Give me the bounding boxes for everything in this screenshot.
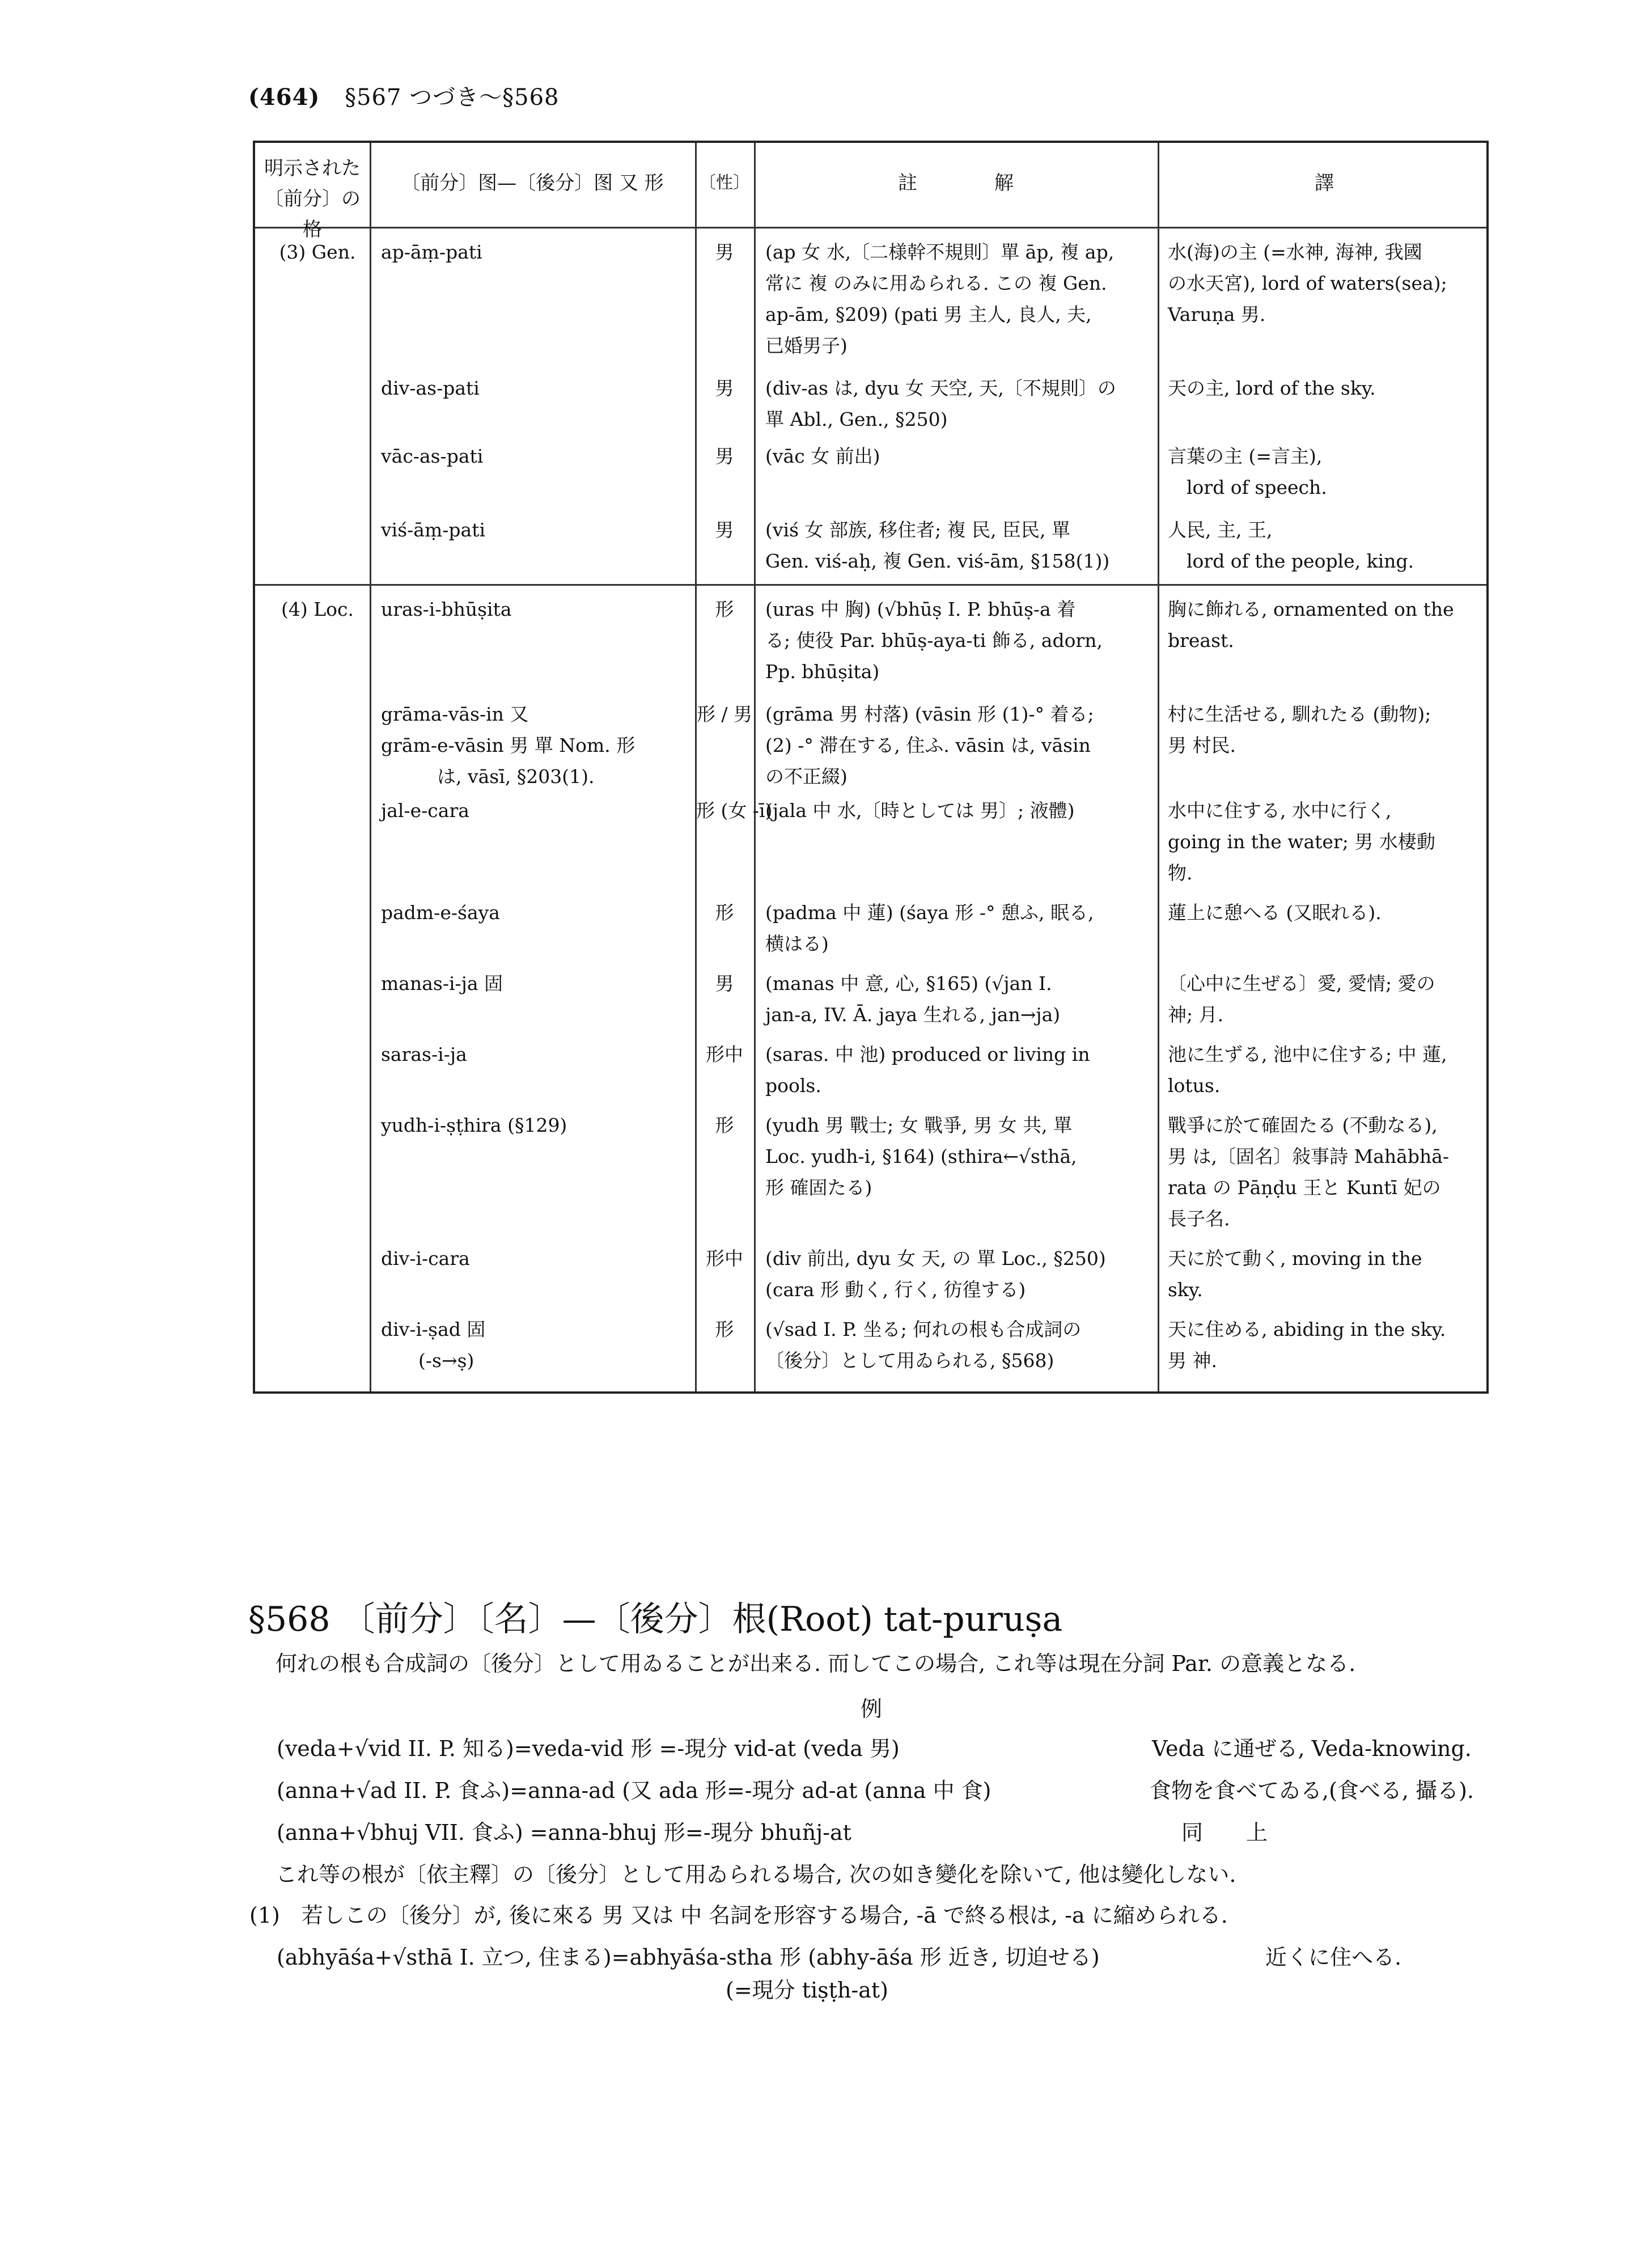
row-12-note <box>765 1314 1156 1376</box>
row-6-note-line: (jala 中 水,〔時としては 男〕; 液體) <box>765 799 1075 822</box>
row-12-trans-line: 天に住める, abiding in the sky. <box>1168 1318 1446 1340</box>
row-8-note-line: (manas 中 意, 心, §165) (√jan I. <box>765 972 1052 995</box>
row-5-note-line: の不正綴) <box>765 765 848 788</box>
row-8-note <box>765 968 1156 1030</box>
row-7-gender-line: 形 <box>715 902 734 924</box>
row-4-case <box>266 594 368 625</box>
row-4-compound <box>381 594 693 625</box>
row-3-compound <box>381 514 693 545</box>
row-0-compound-line: ap-āṃ-pati <box>381 241 482 263</box>
row-12-compound-line: (-s→ṣ) <box>381 1349 474 1372</box>
row-12-gender <box>696 1314 753 1345</box>
row-10-note-line: Loc. yudh-i, §164) (sthira←√sthā, <box>765 1145 1077 1167</box>
row-3-trans-line: lord of the people, king. <box>1168 550 1414 572</box>
row-8-compound <box>381 968 693 999</box>
row-7-note <box>765 897 1156 959</box>
row-8-gender <box>696 968 753 999</box>
row-1-trans <box>1168 373 1485 404</box>
example-2-right: 食物を食べてゐる,(食べる, 攝る). <box>1150 1778 1474 1803</box>
row-2-note <box>765 441 1156 472</box>
row-0-trans <box>1168 236 1485 330</box>
row-8-trans-line: 〔心中に生ぜる〕愛, 愛情; 愛の <box>1168 972 1435 995</box>
section-title: §568 〔前分〕〔名〕—〔後分〕根(Root) tat-puruṣa <box>248 1600 1063 1639</box>
row-1-gender <box>696 373 753 404</box>
row-2-gender <box>696 441 753 472</box>
row-9-trans-line: lotus. <box>1168 1074 1221 1097</box>
row-2-note-line: (vāc 女 前出) <box>765 445 880 467</box>
example-1-right: Veda に通ぜる, Veda-knowing. <box>1152 1736 1472 1761</box>
row-5-compound-line: grāma-vās-in 又 <box>381 703 529 725</box>
row-1-note-line: 單 Abl., Gen., §250) <box>765 408 948 430</box>
page-header-title: §567 つづき～§568 <box>345 84 560 111</box>
row-1-trans-line: 天の主, lord of the sky. <box>1168 377 1376 399</box>
example-4-left: (abhyāśa+√sthā I. 立つ, 住まる)=abhyāśa-stha 形 (abhy-āśa 形 近き, 切迫せる) <box>277 1945 1100 1970</box>
header-translation: 譯 <box>1315 172 1334 194</box>
row-2-trans <box>1168 441 1485 503</box>
row-4-note-line: (uras 中 胸) (√bhūṣ I. P. bhūṣ-a 着 <box>765 598 1076 620</box>
row-9-trans <box>1168 1039 1485 1101</box>
row-3-note-line: Gen. viś-aḥ, 複 Gen. viś-ām, §158(1)) <box>765 550 1110 572</box>
row-10-note <box>765 1110 1156 1203</box>
compound-table <box>253 141 1489 1394</box>
row-10-note-line: (yudh 男 戰士; 女 戰爭, 男 女 共, 單 <box>765 1114 1073 1136</box>
row-5-note <box>765 699 1156 792</box>
row-2-compound <box>381 441 693 472</box>
example-3-left: (anna+√bhuj VII. 食ふ) =anna-bhuj 形=-現分 bhuñj-at <box>277 1820 851 1845</box>
row-0-note-line: ap-ām, §209) (pati 男 主人, 良人, 夫, <box>765 303 1092 325</box>
row-0-trans-line: Varuṇa 男. <box>1168 303 1266 325</box>
row-9-note-line: pools. <box>765 1074 821 1097</box>
row-12-gender-line: 形 <box>715 1318 734 1340</box>
row-1-compound-line: div-as-pati <box>381 377 480 399</box>
row-1-gender-line: 男 <box>715 377 734 399</box>
row-9-gender <box>696 1039 753 1070</box>
row-0-trans-line: の水天宮), lord of waters(sea); <box>1168 272 1447 294</box>
row-1-compound <box>381 373 693 404</box>
row-7-note-line: 横はる) <box>765 933 829 955</box>
row-10-compound-line: yudh-i-ṣṭhira (§129) <box>381 1114 567 1136</box>
row-0-note <box>765 236 1156 361</box>
row-9-trans-line: 池に生ずる, 池中に住する; 中 蓮, <box>1168 1043 1447 1065</box>
row-10-compound <box>381 1110 693 1141</box>
row-4-trans <box>1168 594 1485 656</box>
row-6-trans-line: going in the water; 男 水棲動 <box>1168 831 1435 853</box>
row-2-trans-line: 言葉の主 (=言主), <box>1168 445 1323 467</box>
row-9-note <box>765 1039 1156 1101</box>
example-1-left: (veda+√vid II. P. 知る)=veda-vid 形 =-現分 vid-at (veda 男) <box>277 1736 900 1761</box>
example-label: 例 <box>861 1696 883 1721</box>
row-7-trans-line: 蓮上に憩へる (又眠れる). <box>1168 902 1382 924</box>
example-2-left: (anna+√ad II. P. 食ふ)=anna-ad (又 ada 形=-現分 ad-at (anna 中 食) <box>277 1778 992 1803</box>
row-10-trans-line: 長子名. <box>1168 1208 1230 1230</box>
row-4-note <box>765 594 1156 687</box>
row-4-case-line: (4) Loc. <box>281 598 354 620</box>
row-5-gender <box>696 699 753 730</box>
section-intro: 何れの根も合成詞の〔後分〕として用ゐることが出来る. 而してこの場合, これ等は現在分詞 Par. の意義となる. <box>276 1651 1356 1676</box>
row-9-gender-line: 形中 <box>706 1043 743 1065</box>
row-12-compound <box>381 1314 693 1376</box>
row-10-note-line: 形 確固たる) <box>765 1177 872 1199</box>
header-compound: 〔前分〕图—〔後分〕图 又 形 <box>401 172 664 194</box>
rule-item-1: (1) 若しこの〔後分〕が, 後に來る 男 又は 中 名詞を形容する場合, -ā で終る根は, -a に縮められる. <box>249 1903 1228 1928</box>
row-5-trans <box>1168 699 1485 761</box>
row-11-note-line: (div 前出, dyu 女 天, の 單 Loc., §250) <box>765 1247 1106 1270</box>
row-8-note-line: jan-a, IV. Ā. jaya 生れる, jan→ja) <box>765 1004 1061 1026</box>
row-4-trans-line: breast. <box>1168 629 1234 651</box>
row-6-gender-line: 形 (女 -ī) <box>696 799 773 822</box>
row-10-gender-line: 形 <box>715 1114 734 1136</box>
row-4-trans-line: 胸に飾れる, ornamented on the <box>1168 598 1454 620</box>
row-7-compound-line: padm-e-śaya <box>381 902 500 924</box>
row-4-gender-line: 形 <box>715 598 734 620</box>
row-5-trans-line: 村に生活せる, 馴れたる (動物); <box>1168 703 1431 725</box>
row-11-trans-line: sky. <box>1168 1279 1203 1301</box>
row-12-note-line: 〔後分〕として用ゐられる, §568) <box>765 1349 1054 1372</box>
row-11-trans <box>1168 1243 1485 1305</box>
row-0-note-line: 已婚男子) <box>765 335 848 357</box>
row-0-case-line: (3) Gen. <box>279 241 356 263</box>
row-10-trans-line: 戰爭に於て確固たる (不動なる), <box>1168 1114 1438 1136</box>
row-9-compound <box>381 1039 693 1070</box>
row-1-note <box>765 373 1156 435</box>
row-11-compound <box>381 1243 693 1274</box>
row-7-gender <box>696 897 753 928</box>
row-12-trans <box>1168 1314 1485 1376</box>
row-6-note <box>765 795 1156 826</box>
row-4-note-line: る; 使役 Par. bhūṣ-aya-ti 飾る, adorn, <box>765 629 1103 651</box>
row-0-compound <box>381 236 693 268</box>
row-2-trans-line: lord of speech. <box>1168 476 1327 498</box>
row-5-compound <box>381 699 693 792</box>
row-3-gender-line: 男 <box>715 519 734 541</box>
header-gender: 〔性〕 <box>699 173 750 193</box>
row-6-trans-line: 物. <box>1168 862 1193 884</box>
row-7-compound <box>381 897 693 928</box>
example-3-right: 同 上 <box>1181 1820 1268 1845</box>
row-11-gender-line: 形中 <box>706 1247 743 1270</box>
header-case: 明示された 〔前分〕の格 <box>264 157 361 241</box>
row-0-gender <box>696 236 753 268</box>
row-0-gender-line: 男 <box>715 241 734 263</box>
row-5-note-line: (grāma 男 村落) (vāsin 形 (1)-° 着る; <box>765 703 1094 725</box>
row-6-gender <box>696 795 773 826</box>
row-5-note-line: (2) -° 滞在する, 住ふ. vāsin は, vāsin <box>765 734 1091 756</box>
row-6-compound <box>381 795 693 826</box>
row-2-gender-line: 男 <box>715 445 734 467</box>
row-11-note <box>765 1243 1156 1305</box>
row-5-compound-line: grām-e-vāsin 男 單 Nom. 形 <box>381 734 635 756</box>
row-4-compound-line: uras-i-bhūṣita <box>381 598 512 620</box>
row-8-compound-line: manas-i-ja 固 <box>381 972 503 995</box>
row-11-compound-line: div-i-cara <box>381 1247 470 1270</box>
row-12-note-line: (√sad I. P. 坐る; 何れの根も合成詞の <box>765 1318 1082 1340</box>
row-8-trans-line: 神; 月. <box>1168 1004 1224 1026</box>
row-12-trans-line: 男 神. <box>1168 1349 1217 1372</box>
row-3-compound-line: viś-āṃ-pati <box>381 519 486 541</box>
row-5-gender-line: 形 / 男 <box>696 703 753 725</box>
row-0-note-line: (ap 女 水,〔二様幹不規則〕單 āp, 複 ap, <box>765 241 1115 263</box>
row-3-note <box>765 514 1156 577</box>
row-8-trans <box>1168 968 1485 1030</box>
row-3-trans <box>1168 514 1485 577</box>
row-6-trans <box>1168 795 1485 888</box>
header-note: 註 解 <box>898 172 1014 194</box>
row-10-trans-line: rata の Pāṇḍu 王と Kuntī 妃の <box>1168 1177 1441 1199</box>
row-11-note-line: (cara 形 動く, 行く, 彷徨する) <box>765 1279 1026 1301</box>
row-0-case <box>266 236 368 268</box>
row-7-trans <box>1168 897 1485 928</box>
row-12-compound-line: div-i-ṣad 固 <box>381 1318 486 1340</box>
row-6-compound-line: jal-e-cara <box>381 799 469 822</box>
row-11-trans-line: 天に於て動く, moving in the <box>1168 1247 1422 1270</box>
row-7-note-line: (padma 中 蓮) (śaya 形 -° 憩ふ, 眠る, <box>765 902 1094 924</box>
row-4-gender <box>696 594 753 625</box>
page-header <box>248 79 560 112</box>
row-10-trans-line: 男 は,〔固名〕敍事詩 Mahābhā- <box>1168 1145 1450 1167</box>
row-2-compound-line: vāc-as-pati <box>381 445 484 467</box>
row-3-trans-line: 人民, 主, 王, <box>1168 519 1273 541</box>
rule-text: これ等の根が〔依主釋〕の〔後分〕として用ゐられる場合, 次の如き變化を除いて, 他は變化しない. <box>276 1862 1236 1887</box>
row-0-trans-line: 水(海)の主 (=水神, 海神, 我國 <box>1168 241 1422 263</box>
row-8-gender-line: 男 <box>715 972 734 995</box>
row-3-note-line: (viś 女 部族, 移住者; 複 民, 臣民, 單 <box>765 519 1071 541</box>
example-4-right: 近くに住へる. <box>1265 1945 1402 1970</box>
row-9-note-line: (saras. 中 池) produced or living in <box>765 1043 1090 1065</box>
row-9-compound-line: saras-i-ja <box>381 1043 467 1065</box>
row-11-gender <box>696 1243 753 1274</box>
row-10-trans <box>1168 1110 1485 1234</box>
row-3-gender <box>696 514 753 545</box>
page-number: (464) <box>248 84 320 111</box>
row-1-note-line: (div-as は, dyu 女 天空, 天,〔不規則〕の <box>765 377 1116 399</box>
example-4-line2: (=現分 tiṣṭh-at) <box>726 1978 889 2003</box>
row-4-note-line: Pp. bhūṣita) <box>765 661 880 683</box>
row-0-note-line: 常に 複 のみに用ゐられる. この 複 Gen. <box>765 272 1107 294</box>
row-5-trans-line: 男 村民. <box>1168 734 1236 756</box>
row-10-gender <box>696 1110 753 1141</box>
row-6-trans-line: 水中に住する, 水中に行く, <box>1168 799 1392 822</box>
row-5-compound-line: は, vāsī, §203(1). <box>381 765 595 788</box>
